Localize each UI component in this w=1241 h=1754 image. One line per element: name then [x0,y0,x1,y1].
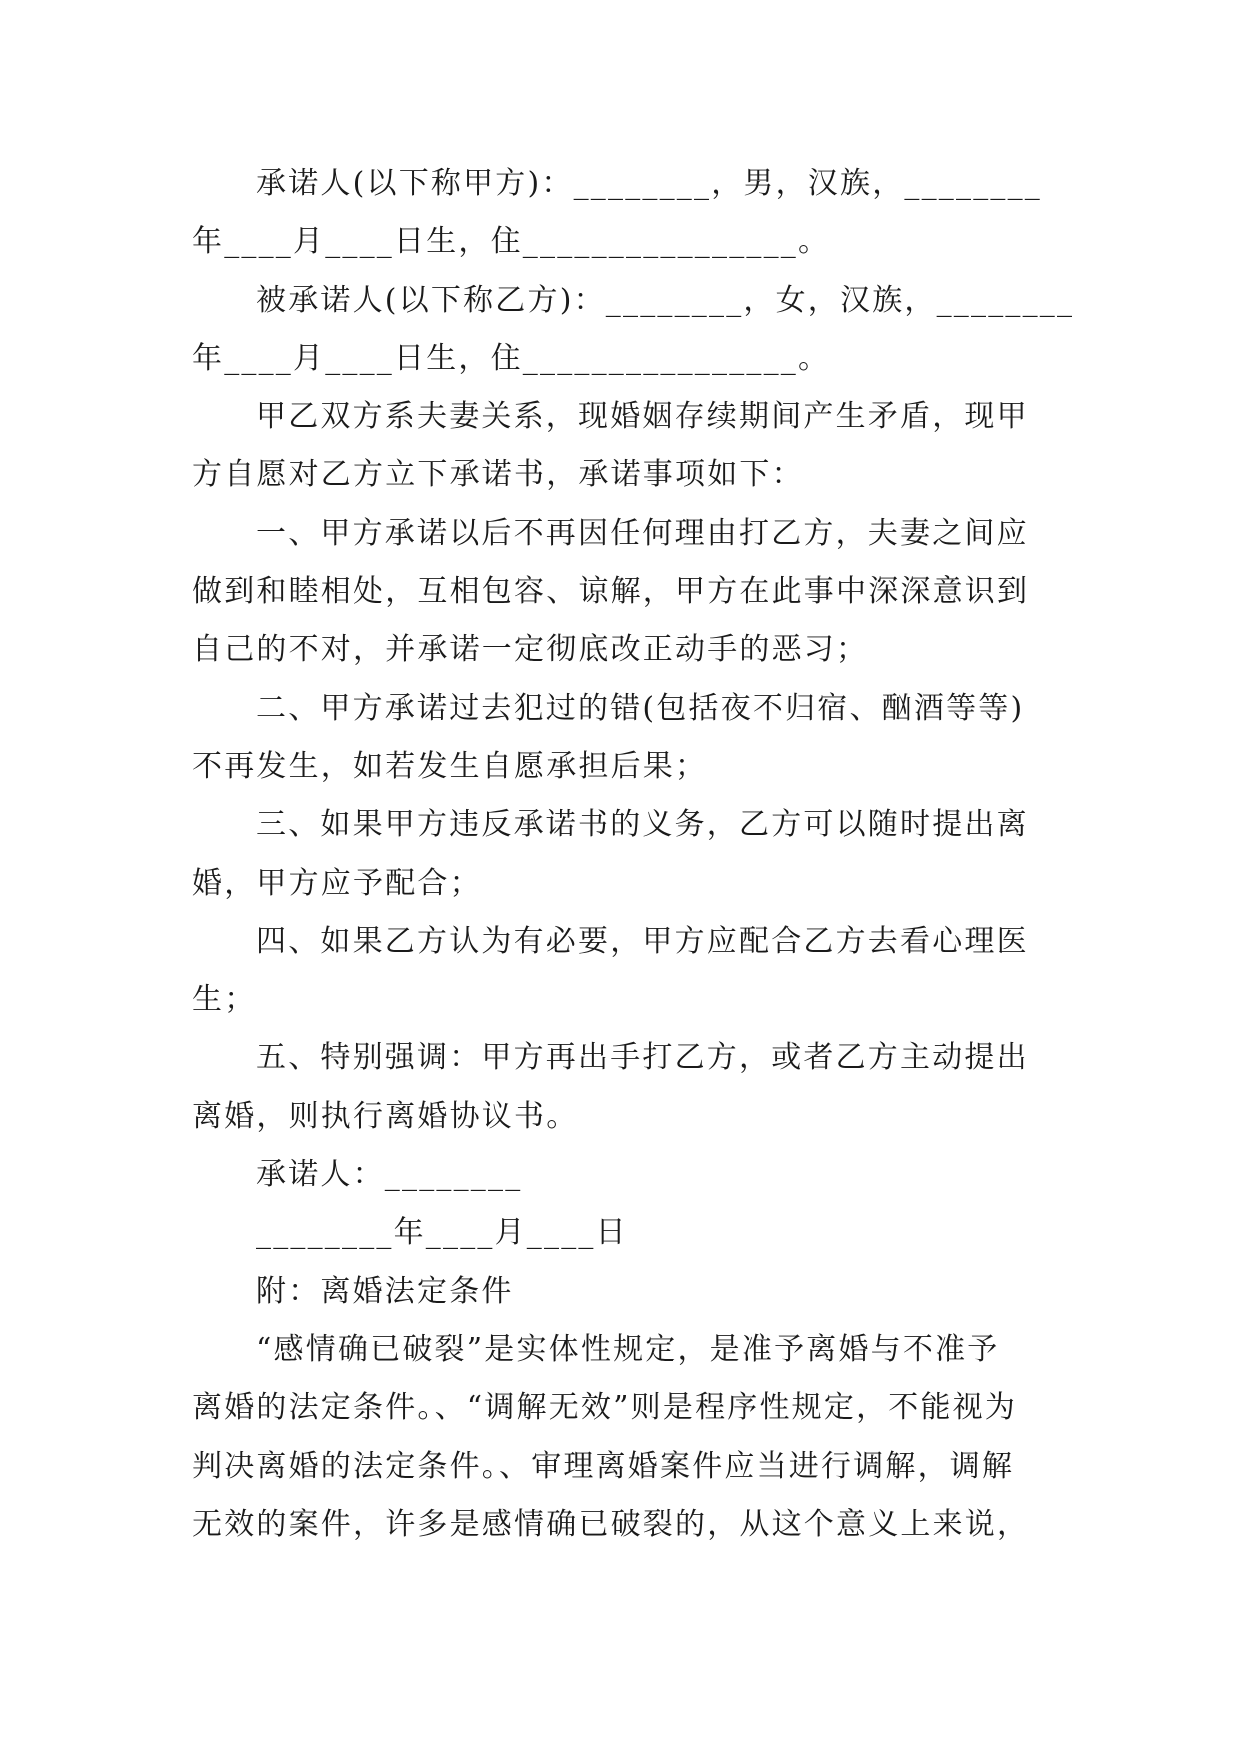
paragraph-line: 做到和睦相处，互相包容、谅解，甲方在此事中深深意识到 [192,574,1030,610]
paragraph-line: “感情确已破裂”是实体性规定，是准予离婚与不准予 [256,1331,1000,1367]
paragraph [192,505,1050,680]
paragraph-line: 自己的不对，并承诺一定彻底改正动手的恶习； [192,632,869,668]
paragraph [192,796,1050,913]
paragraph-line: 离婚，则执行离婚协议书。 [192,1098,579,1134]
paragraph-line: 甲乙双方系夫妻关系，现婚姻存续期间产生矛盾，现甲 [256,399,1029,435]
paragraph-line: 婚，甲方应予配合； [192,865,482,901]
paragraph [192,388,1050,505]
paragraph-line: 三、如果甲方违反承诺书的义务，乙方可以随时提出离 [256,807,1029,843]
paragraph [192,913,1050,1030]
paragraph [192,1146,1050,1204]
paragraph-line: 年____月____日生，住________________。 [192,340,831,376]
paragraph [192,1204,1050,1262]
paragraph-line: 方自愿对乙方立下承诺书，承诺事项如下： [192,457,804,493]
paragraph [192,272,1075,389]
paragraph-line: 五、特别强调：甲方再出手打乙方，或者乙方主动提出 [256,1040,1029,1076]
paragraph-line: 被承诺人(以下称乙方)：________，女，汉族，________ [256,282,1075,318]
document-body [192,155,1075,1554]
paragraph-line: 承诺人(以下称甲方)：________，男，汉族，________ [256,166,1043,201]
paragraph-line: 不再发生，如若发生自愿承担后果； [192,748,708,784]
paragraph [192,1029,1050,1146]
paragraph-line: 四、如果乙方认为有必要，甲方应配合乙方去看心理医 [256,923,1029,959]
paragraph-line: 生； [192,982,257,1018]
paragraph-line: ________年____月____日 [256,1215,628,1251]
paragraph-line: 离婚的法定条件。、“调解无效”则是程序性规定，不能视为 [192,1390,1018,1426]
paragraph-line: 承诺人：________ [256,1157,523,1193]
paragraph-line: 二、甲方承诺过去犯过的错(包括夜不归宿、酗酒等等) [256,690,1025,726]
paragraph [192,1321,1050,1554]
paragraph-line: 年____月____日生，住________________。 [192,224,831,260]
document-page [192,155,1075,1554]
paragraph-line: 判决离婚的法定条件。、审理离婚案件应当进行调解，调解 [192,1448,1015,1484]
paragraph-line: 无效的案件，许多是感情确已破裂的，从这个意义上来说， [192,1506,1030,1542]
paragraph-line: 一、甲方承诺以后不再因任何理由打乙方，夫妻之间应 [256,515,1029,551]
paragraph [192,680,1050,797]
paragraph [192,1263,1050,1321]
paragraph [192,155,1050,272]
paragraph-line: 附：离婚法定条件 [256,1273,514,1309]
